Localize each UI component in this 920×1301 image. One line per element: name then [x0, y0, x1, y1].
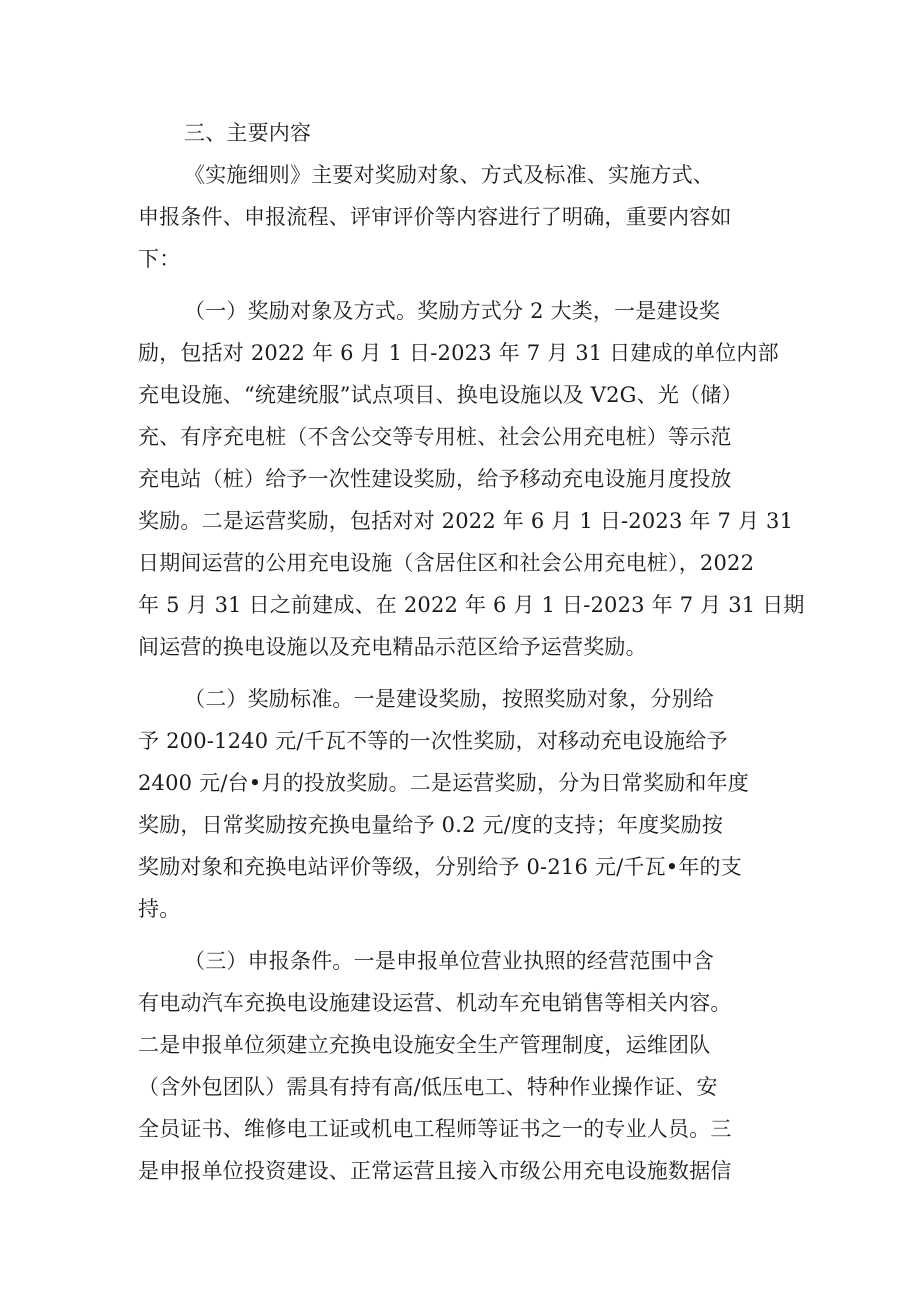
text-line: 奖励。二是运营奖励，包括对对 2022 年 6 月 1 日-2023 年 7 月 31	[138, 509, 794, 533]
text-line: 予 200-1240 元/千瓦不等的一次性奖励，对移动充电设施给予	[138, 729, 728, 753]
text-line: 奖励，日常奖励按充换电量给予 0.2 元/度的支持；年度奖励按	[138, 813, 724, 837]
text-line: 是申报单位投资建设、正常运营且接入市级公用充电设施数据信	[138, 1159, 732, 1183]
paragraph-reward-targets	[138, 290, 805, 668]
text-line: 全员证书、维修电工证或机电工程师等证书之一的专业人员。三	[138, 1117, 732, 1141]
text-line: 持。	[138, 897, 181, 921]
text-line: 年 5 月 31 日之前建成、在 2022 年 6 月 1 日-2023 年 7 月 31 日期	[138, 593, 805, 617]
text-line: 申报条件、申报流程、评审评价等内容进行了明确，重要内容如	[138, 205, 732, 229]
paragraph-application-conditions	[138, 940, 788, 1192]
text-line: （含外包团队）需具有持有高/低压电工、特种作业操作证、安	[138, 1075, 718, 1099]
paragraph-intro	[138, 154, 788, 280]
text-line: 有电动汽车充换电设施建设运营、机动车充电销售等相关内容。	[138, 991, 732, 1015]
document-body	[138, 112, 805, 1192]
paragraph-reward-standards	[138, 678, 788, 930]
text-line: （一）奖励对象及方式。奖励方式分 2 大类，一是建设奖	[184, 299, 721, 323]
text-line: 充、有序充电桩（不含公交等专用桩、社会公用充电桩）等示范	[138, 425, 732, 449]
section-heading: 三、主要内容	[184, 121, 312, 145]
text-line: 充电站（桩）给予一次性建设奖励，给予移动充电设施月度投放	[138, 467, 732, 491]
text-line: 间运营的换电设施以及充电精品示范区给予运营奖励。	[138, 635, 647, 659]
text-line: 《实施细则》主要对奖励对象、方式及标准、实施方式、	[184, 163, 714, 187]
text-line: 充电设施、“统建统服”试点项目、换电设施以及 V2G、光（储）	[138, 383, 743, 407]
text-line: 二是申报单位须建立充换电设施安全生产管理制度，运维团队	[138, 1033, 711, 1057]
text-line: 2400 元/台•月的投放奖励。二是运营奖励，分为日常奖励和年度	[138, 771, 749, 795]
text-line: 下：	[138, 247, 181, 271]
text-line: （二）奖励标准。一是建设奖励，按照奖励对象，分别给	[184, 687, 714, 711]
text-line: 日期间运营的公用充电设施（含居住区和社会公用充电桩），2022	[138, 551, 755, 575]
text-line: 励，包括对 2022 年 6 月 1 日-2023 年 7 月 31 日建成的单位内部	[138, 341, 779, 365]
text-line: 奖励对象和充换电站评价等级，分别给予 0-216 元/千瓦•年的支	[138, 855, 742, 879]
text-line: （三）申报条件。一是申报单位营业执照的经营范围中含	[184, 949, 714, 973]
